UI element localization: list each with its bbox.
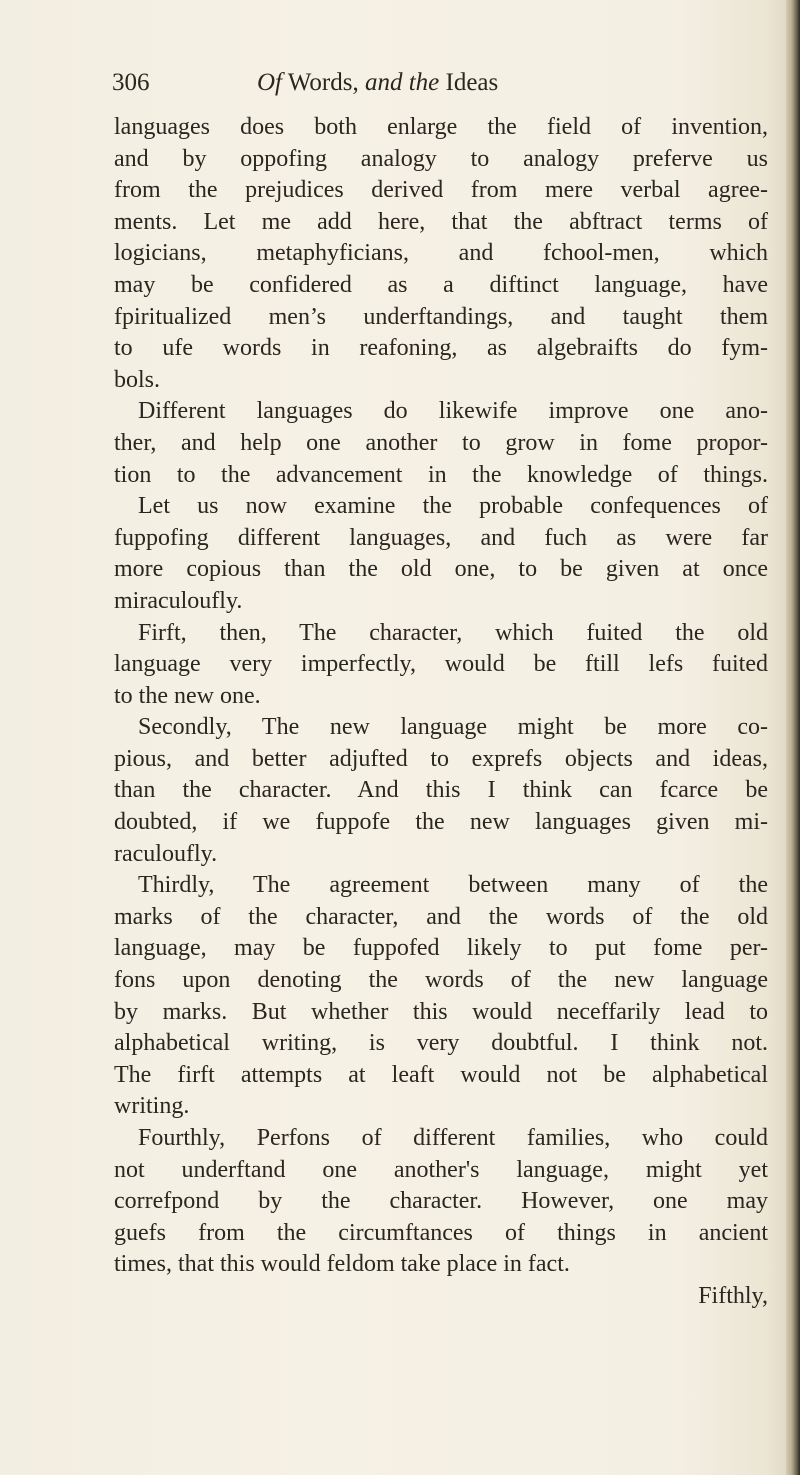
- text-line: Secondly, The new language might be more co-: [138, 714, 768, 741]
- text-line: Fourthly, Perfons of different families, who could: [138, 1125, 768, 1151]
- text-line: not underftand one another's language, might yet: [114, 1156, 768, 1183]
- text-line: correfpond by the character. However, one may: [114, 1188, 768, 1215]
- text-line: to ufe words in reafoning, as algebraifts do fym-: [114, 335, 768, 362]
- text-line: from the prejudices derived from mere verbal agree-: [114, 177, 768, 204]
- text-line: raculoufly.: [114, 840, 218, 867]
- text-line: The firft attempts at leaft would not be alphabetical: [114, 1061, 768, 1088]
- text-line: language, may be fuppofed likely to put fome per-: [114, 935, 768, 962]
- text-line: guefs from the circumftances of things in ancient: [114, 1219, 768, 1246]
- text-line: Thirdly, The agreement between many of the: [138, 872, 768, 899]
- text-line: to the new one.: [114, 682, 261, 709]
- text-line: Firft, then, The character, which fuited the old: [138, 619, 768, 646]
- text-line: fuppofing different languages, and fuch as were far: [114, 524, 768, 551]
- body-text: [114, 112, 768, 1313]
- text-line: fpiritualized men’s underftandings, and taught them: [114, 303, 768, 330]
- text-line: and by oppofing analogy to analogy preferve us: [114, 145, 768, 172]
- text-line: fons upon denoting the words of the new language: [114, 967, 768, 994]
- text-line: by marks. But whether this would neceffarily lead to: [114, 998, 768, 1025]
- catchword: Fifthly,: [698, 1282, 768, 1309]
- text-line: language very imperfectly, would be ftill lefs fuited: [114, 651, 768, 678]
- running-head-and-the: and the: [364, 69, 440, 96]
- text-line: doubted, if we fuppofe the new languages given mi-: [114, 809, 768, 836]
- text-line: times, that this would feldom take place in fact.: [114, 1251, 570, 1278]
- text-line: languages does both enlarge the field of invention,: [114, 114, 768, 140]
- text-line: tion to the advancement in the knowledge of things.: [114, 461, 768, 488]
- text-line: ments. Let me add here, that the abftract terms of: [114, 208, 768, 235]
- text-line: may be confidered as a diftinct language, have: [114, 271, 768, 298]
- text-line: logicians, metaphyficians, and fchool-men, which: [114, 240, 768, 267]
- text-line: writing.: [114, 1093, 190, 1120]
- text-line: alphabetical writing, is very doubtful. I think not.: [114, 1030, 768, 1057]
- running-head: [257, 63, 498, 103]
- text-line: Let us now examine the probable confequences of: [138, 493, 768, 520]
- text-line: miraculoufly.: [114, 587, 243, 614]
- text-line: ther, and help one another to grow in fome propor-: [114, 429, 768, 456]
- page-edge-shadow: [786, 0, 800, 1475]
- text-line: Different languages do likewife improve one ano-: [138, 398, 768, 425]
- text-line: marks of the character, and the words of the old: [114, 903, 768, 930]
- running-head-of: Of: [257, 69, 282, 96]
- text-line: pious, and better adjufted to exprefs objects and ideas,: [114, 745, 768, 772]
- page-header: [112, 63, 762, 103]
- page-number: 306: [112, 69, 150, 96]
- text-line: bols.: [114, 366, 161, 393]
- running-head-ideas: Ideas: [439, 69, 499, 96]
- text-line: more copious than the old one, to be given at once: [114, 556, 768, 583]
- text-line: than the character. And this I think can fcarce be: [114, 777, 768, 804]
- running-head-words: Words,: [282, 69, 365, 96]
